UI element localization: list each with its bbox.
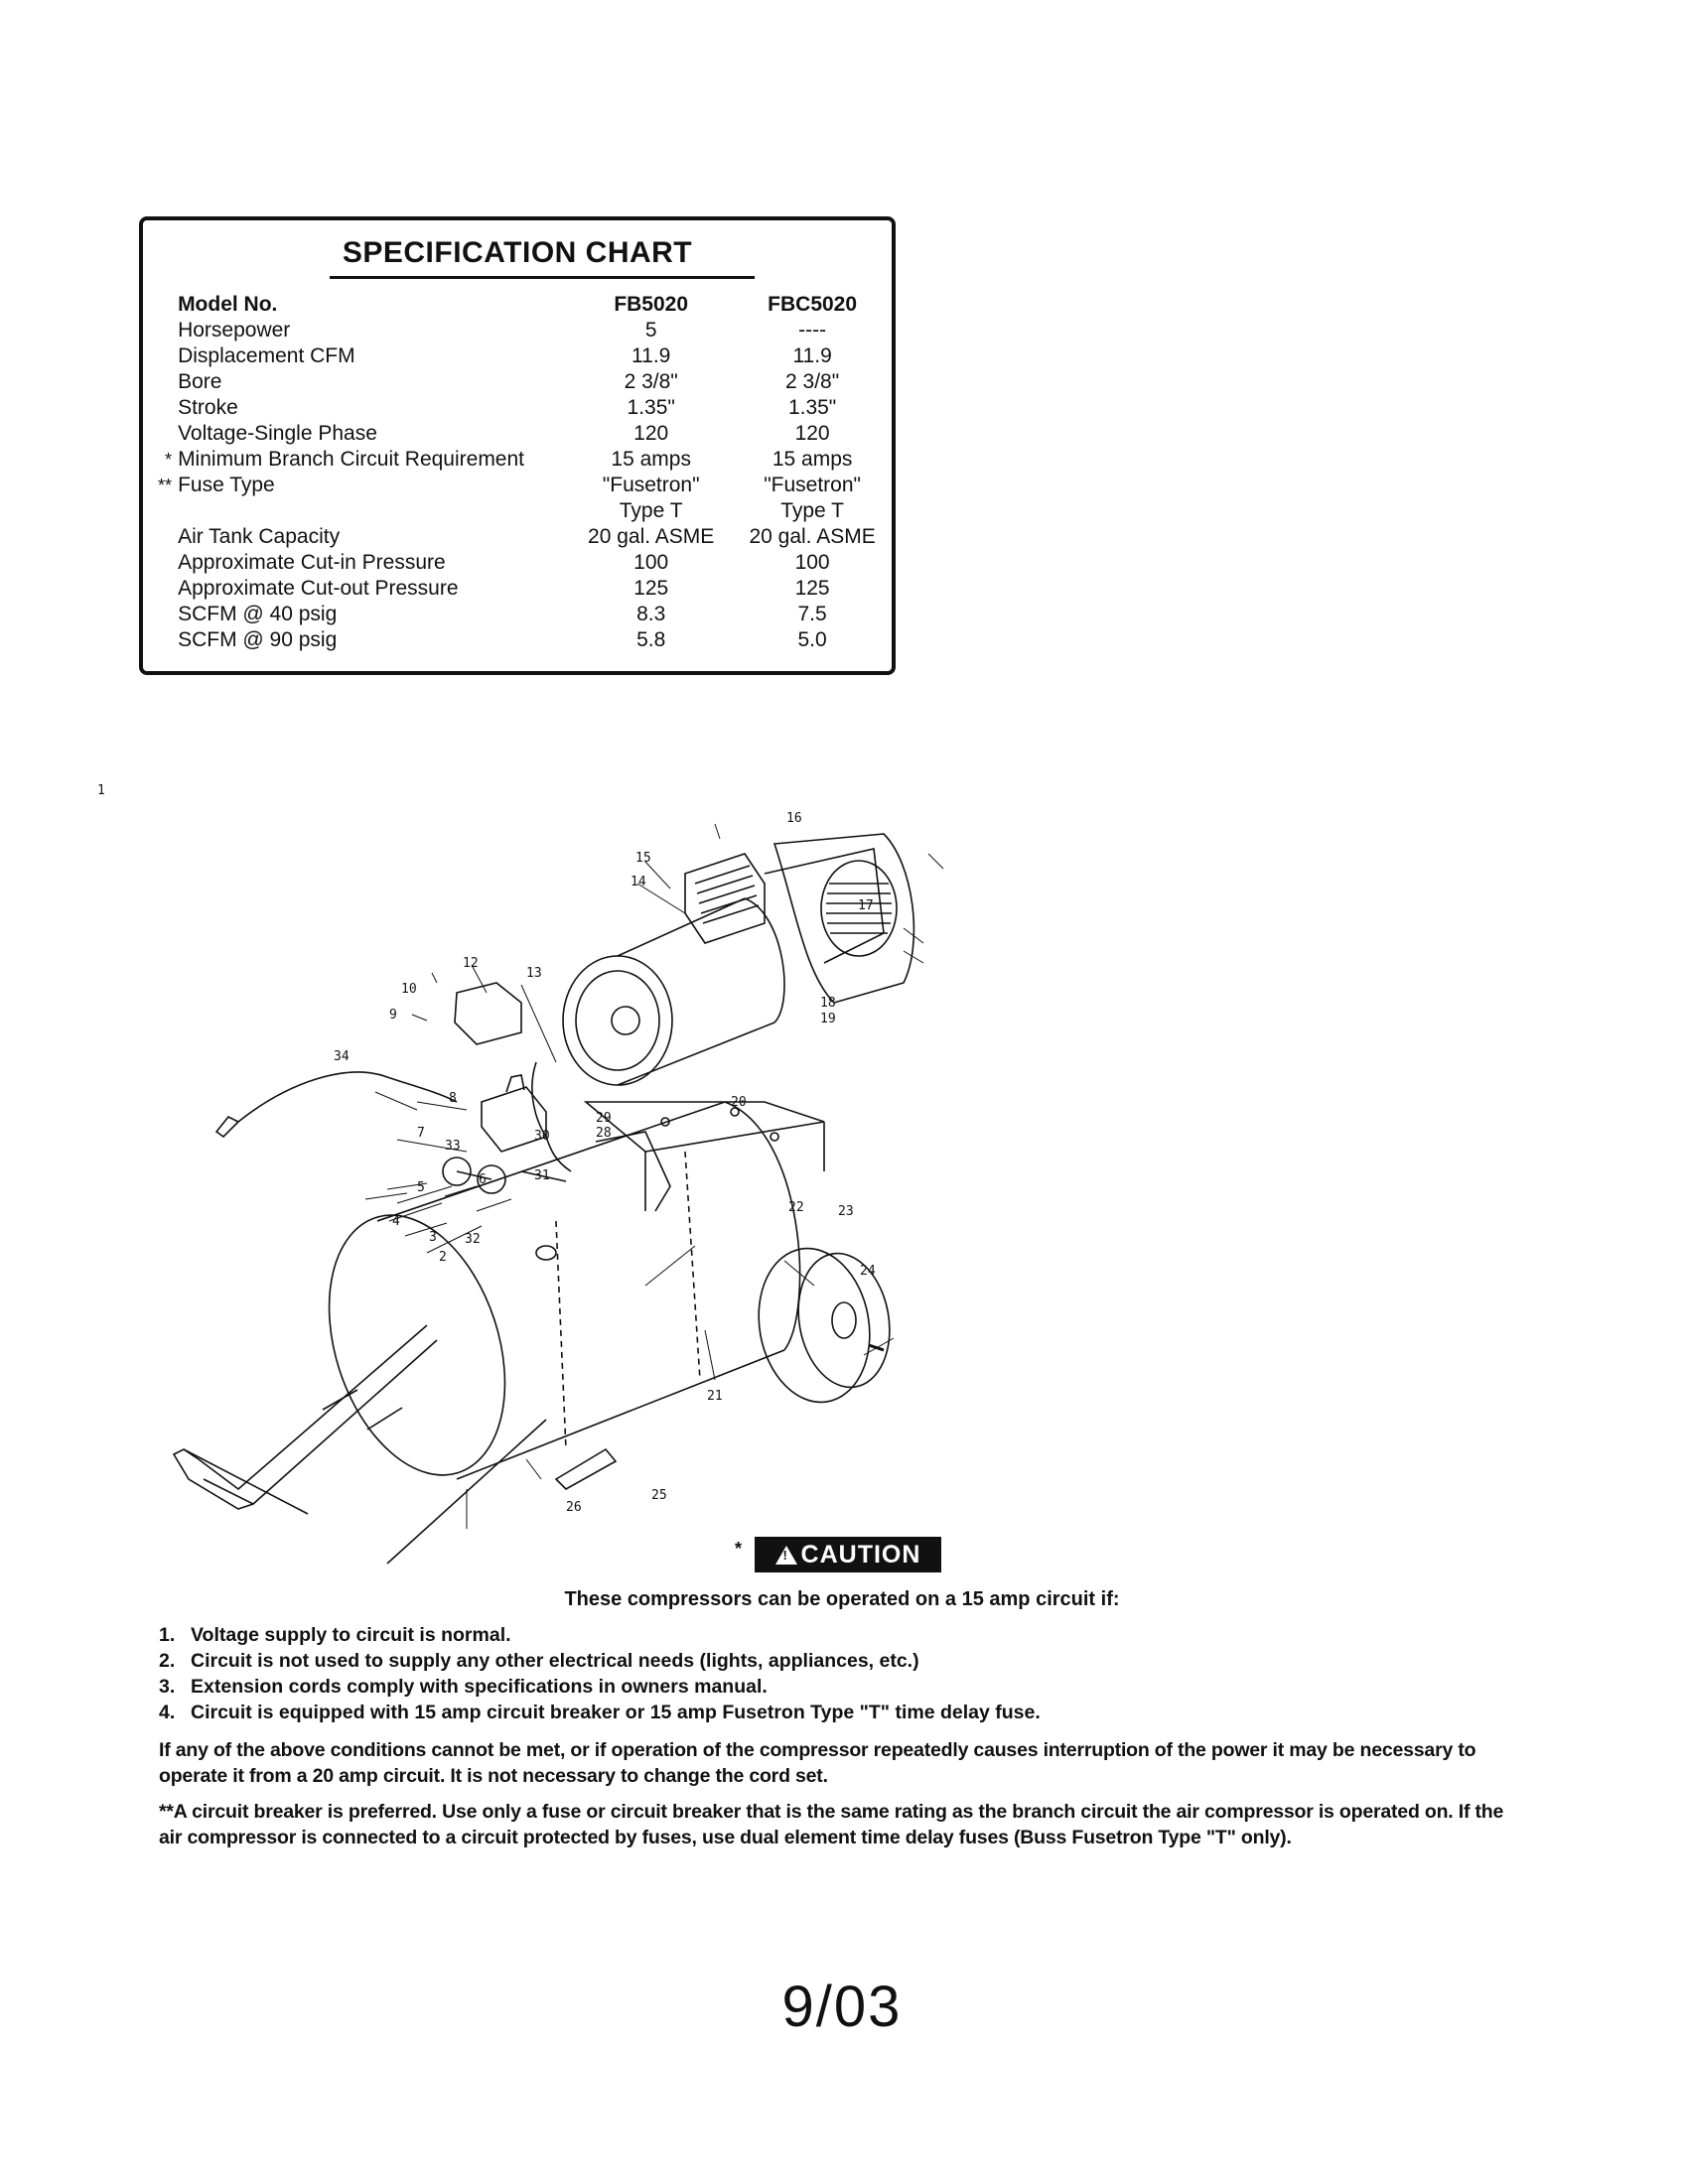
spec-row-model-a: 5 — [644, 319, 657, 341]
part-number: 15 — [635, 851, 651, 866]
spec-row-model-b: 5.0 — [797, 628, 827, 651]
spec-row-label: Approximate Cut-out Pressure — [178, 577, 459, 600]
list-item: 3. Extension cords comply with specifications in owners manual. — [159, 1676, 768, 1698]
spec-row-model-b: 7.5 — [797, 603, 827, 625]
spec-row-label: Voltage-Single Phase — [178, 422, 377, 445]
spec-row-label: SCFM @ 90 psig — [178, 628, 338, 651]
spec-row-model-a: 8.3 — [636, 603, 666, 625]
spec-row-label — [178, 498, 569, 524]
list-item: 2. Circuit is not used to supply any other electrical needs (lights, appliances, etc.) — [159, 1650, 919, 1672]
caution-paragraph-breaker: **A circuit breaker is preferred. Use only a fuse or circuit breaker that is the same rating as the branch circuit the air compressor is operated on. If the air compressor is connected to a circuit protected by fuses, use dual element time delay fuses (Buss Fusetron Type "T" only). — [159, 1801, 1504, 1848]
mounting-plate — [586, 1102, 824, 1211]
spec-row-label: SCFM @ 40 psig — [178, 603, 338, 625]
spec-row-label: Stroke — [178, 396, 238, 419]
part-number: 8 — [449, 1091, 457, 1106]
air-tank — [298, 1102, 799, 1498]
spec-row-model-b: ---- — [798, 319, 827, 341]
conditions-list — [159, 1622, 1041, 1725]
spec-row-mark — [151, 421, 178, 447]
part-number: 23 — [838, 1204, 854, 1219]
spec-row-model-b: 20 gal. ASME — [749, 525, 876, 548]
part-number: 17 — [858, 898, 874, 913]
spec-row-label: Approximate Cut-in Pressure — [178, 551, 446, 574]
part-number: 4 — [392, 1214, 400, 1229]
table-row — [151, 524, 892, 550]
spec-row-mark — [151, 524, 178, 550]
spec-row-model-b: 100 — [794, 551, 830, 574]
part-number: 7 — [417, 1126, 425, 1141]
part-number: 2 — [439, 1250, 447, 1265]
spec-row-model-a: "Fusetron" — [602, 474, 700, 496]
part-number: 30 — [534, 1129, 550, 1144]
part-number: 21 — [707, 1389, 723, 1404]
table-row — [151, 473, 892, 498]
spec-row-model-a: 100 — [633, 551, 669, 574]
spec-row-mark — [151, 627, 178, 653]
footer-date: 9/03 — [781, 1975, 903, 2039]
part-number: 31 — [534, 1168, 550, 1183]
part-number: 1 — [97, 783, 105, 798]
spec-row-model-a: Type T — [619, 499, 683, 522]
table-row — [151, 421, 892, 447]
wheel — [747, 1240, 900, 1412]
spec-row-mark — [151, 318, 178, 343]
spec-row-mark — [151, 498, 178, 524]
part-number: 26 — [566, 1500, 582, 1515]
spec-row-label: Displacement CFM — [178, 344, 355, 367]
spec-chart-title: SPECIFICATION CHART — [342, 236, 693, 269]
part-number: 10 — [401, 982, 417, 997]
spec-header-row — [151, 292, 892, 318]
part-number: 25 — [651, 1488, 667, 1503]
table-row — [151, 550, 892, 576]
part-number: 9 — [389, 1008, 397, 1023]
table-row — [151, 447, 892, 473]
spec-header-label: Model No. — [178, 293, 278, 316]
spec-row-model-b: 11.9 — [792, 344, 832, 367]
caution-label: CAUTION — [800, 1540, 921, 1569]
spec-row-model-b: 120 — [794, 422, 830, 445]
spec-row-model-b: Type T — [780, 499, 844, 522]
spec-row-model-a: 20 gal. ASME — [588, 525, 715, 548]
table-row — [151, 369, 892, 395]
spec-row-model-b: 125 — [794, 577, 830, 600]
spec-row-model-a: 5.8 — [636, 628, 666, 651]
spec-row-mark — [151, 369, 178, 395]
part-number: 24 — [860, 1264, 876, 1279]
table-row — [151, 395, 892, 421]
spec-row-label: Bore — [178, 370, 222, 393]
part-number: 28 — [596, 1126, 612, 1141]
spec-header-model-a: FB5020 — [614, 293, 689, 316]
title-underline — [330, 276, 755, 279]
warning-triangle-icon — [775, 1546, 797, 1565]
spec-row-model-a: 2 3/8" — [624, 370, 678, 393]
spec-row-mark — [151, 395, 178, 421]
list-item: 1. Voltage supply to circuit is normal. — [159, 1624, 511, 1646]
leader-lines — [365, 824, 943, 1529]
spec-row-model-b: "Fusetron" — [764, 474, 861, 496]
table-row — [151, 576, 892, 602]
part-number: 12 — [463, 956, 479, 971]
compressor-exploded-diagram — [97, 783, 923, 1529]
specification-chart — [139, 216, 896, 675]
table-row — [151, 318, 892, 343]
spec-header-model-b: FBC5020 — [768, 293, 858, 316]
list-item: 4. Circuit is equipped with 15 amp circuit breaker or 15 amp Fusetron Type "T" time delay fuse. — [159, 1702, 1041, 1723]
caution-intro: These compressors can be operated on a 15 amp circuit if: — [564, 1588, 1120, 1610]
spec-row-model-a: 1.35" — [627, 396, 675, 419]
part-number: 33 — [445, 1139, 461, 1154]
caution-paragraph-circuit: If any of the above conditions cannot be met, or if operation of the compressor repeatedly causes interruption of the power it may be necessary to operate it from a 20 amp circuit. It is not necessary to change the cord set. — [159, 1739, 1476, 1787]
spec-row-mark — [151, 343, 178, 369]
cover — [455, 983, 521, 1044]
discharge-tube — [532, 1062, 571, 1171]
part-number: 32 — [465, 1232, 481, 1247]
spec-row-mark: * — [165, 450, 173, 470]
spec-row-model-a: 15 amps — [611, 448, 691, 471]
spec-row-label: Fuse Type — [178, 474, 275, 496]
pump-head — [685, 854, 765, 943]
spec-row-mark — [151, 576, 178, 602]
part-number: 19 — [820, 1012, 836, 1026]
spec-row-label: Horsepower — [178, 319, 291, 341]
spec-row-model-b: 2 3/8" — [785, 370, 840, 393]
spec-row-model-a: 120 — [633, 422, 669, 445]
spec-row-mark — [151, 602, 178, 627]
spec-table — [151, 292, 892, 653]
spec-row-model-b: 15 amps — [772, 448, 853, 471]
part-number: 29 — [596, 1111, 612, 1126]
part-number-labels — [97, 783, 876, 1515]
table-row — [151, 343, 892, 369]
shroud — [774, 834, 913, 1003]
spec-row-model-b: 1.35" — [787, 396, 837, 419]
spec-row-mark: ** — [158, 476, 173, 495]
part-number: 22 — [788, 1200, 804, 1215]
part-number: 6 — [479, 1172, 487, 1187]
table-row — [151, 627, 892, 653]
part-number: 3 — [429, 1230, 437, 1245]
part-number: 14 — [631, 875, 646, 889]
part-number: 13 — [526, 966, 542, 981]
part-number: 20 — [731, 1095, 747, 1110]
part-number: 16 — [786, 811, 802, 826]
caution-badge — [755, 1537, 941, 1572]
caution-asterisk: * — [735, 1539, 743, 1559]
spec-row-mark — [151, 550, 178, 576]
part-number: 5 — [417, 1180, 425, 1195]
spec-row-model-a: 11.9 — [632, 344, 671, 367]
spec-row-model-a: 125 — [633, 577, 669, 600]
spec-row-label: Air Tank Capacity — [178, 525, 341, 548]
table-row — [151, 602, 892, 627]
table-row — [151, 498, 892, 524]
part-number: 18 — [820, 996, 836, 1011]
part-number: 34 — [334, 1049, 350, 1064]
spec-row-label: Minimum Branch Circuit Requirement — [178, 448, 525, 471]
